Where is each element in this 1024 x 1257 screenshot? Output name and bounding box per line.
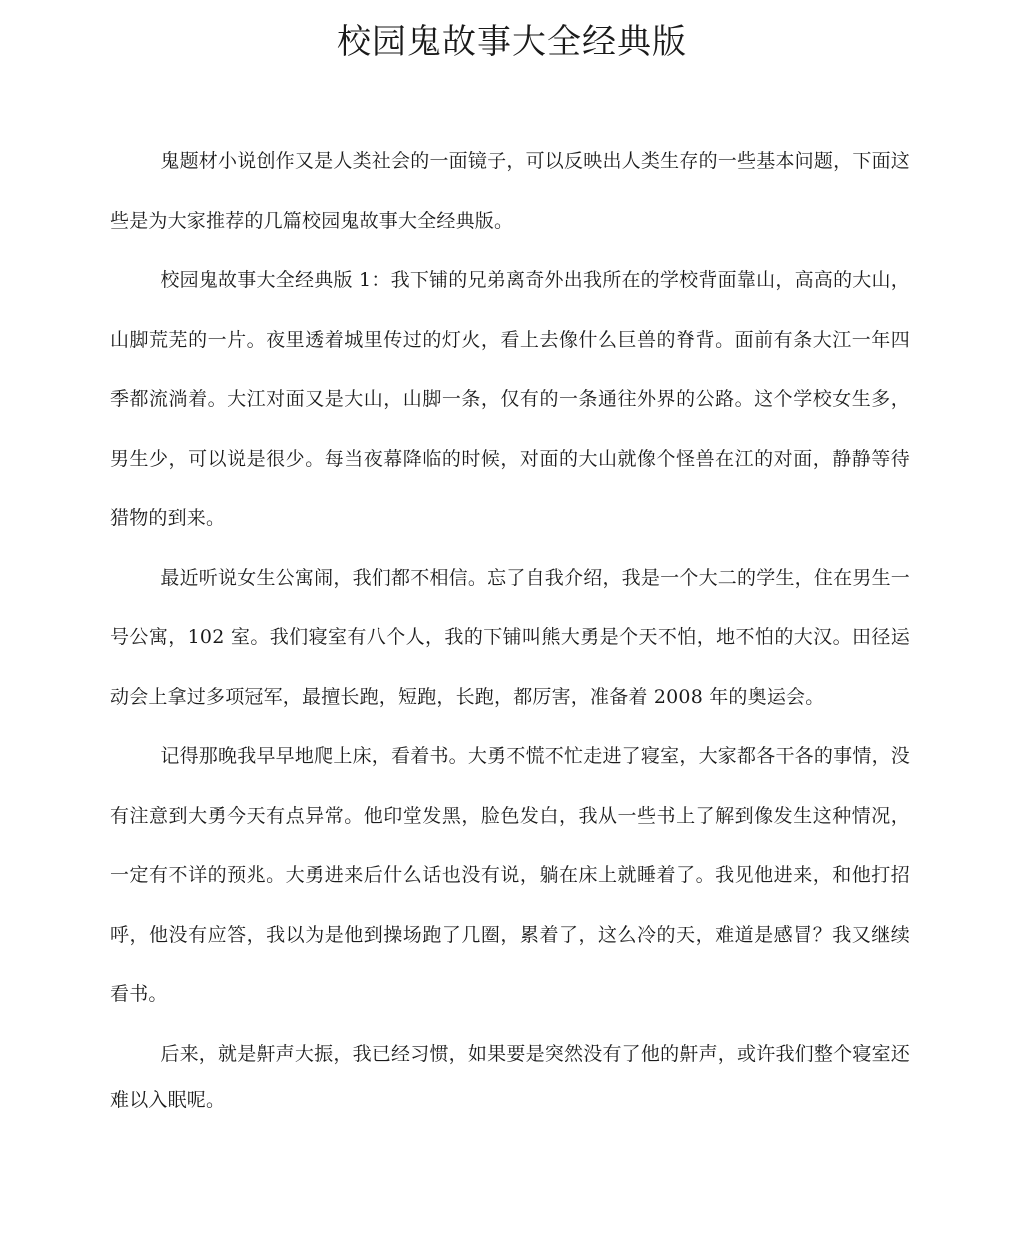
- document-title: 校园鬼故事大全经典版: [337, 22, 687, 62]
- paragraph-story-1: 校园鬼故事大全经典版 1：我下铺的兄弟离奇外出我所在的学校背面靠山，高高的大山，山脚荒芜的一片。夜里透着城里传过的灯火，看上去像什么巨兽的脊背。面前有条大江一年四季都流淌着。大江对面又是大山，山脚一条，仅有的一条通往外界的公路。这个学校女生多，男生少，可以说是很少。每当夜幕降临的时候，对面的大山就像个怪兽在江的对面，静静等待猎物的到来。: [110, 269, 910, 529]
- paragraph-story-3: 记得那晚我早早地爬上床，看着书。大勇不慌不忙走进了寝室，大家都各干各的事情，没有注意到大勇今天有点异常。他印堂发黑，脸色发白，我从一些书上了解到像发生这种情况，一定有不详的预兆。大勇进来后什么话也没有说，躺在床上就睡着了。我见他进来，和他打招呼，他没有应答，我以为是他到操场跑了几圈，累着了，这么冷的天，难道是感冒？我又继续看书。: [110, 745, 910, 1005]
- document-body: [110, 132, 910, 1123]
- paragraph-story-2: 最近听说女生公寓闹，我们都不相信。忘了自我介绍，我是一个大二的学生，住在男生一号公寓，102 室。我们寝室有八个人，我的下铺叫熊大勇是个天不怕，地不怕的大汉。田径运动会上拿过多项冠军，最擅长跑，短跑，长跑，都厉害，准备着 2008 年的奥运会。: [110, 566, 910, 708]
- paragraph-story-4: 后来，就是鼾声大振，我已经习惯，如果要是突然没有了他的鼾声，或许我们整个寝室还难以入眠呢。: [110, 1042, 910, 1111]
- paragraph-intro: 鬼题材小说创作又是人类社会的一面镜子，可以反映出人类生存的一些基本问题，下面这些是为大家推荐的几篇校园鬼故事大全经典版。: [110, 150, 910, 232]
